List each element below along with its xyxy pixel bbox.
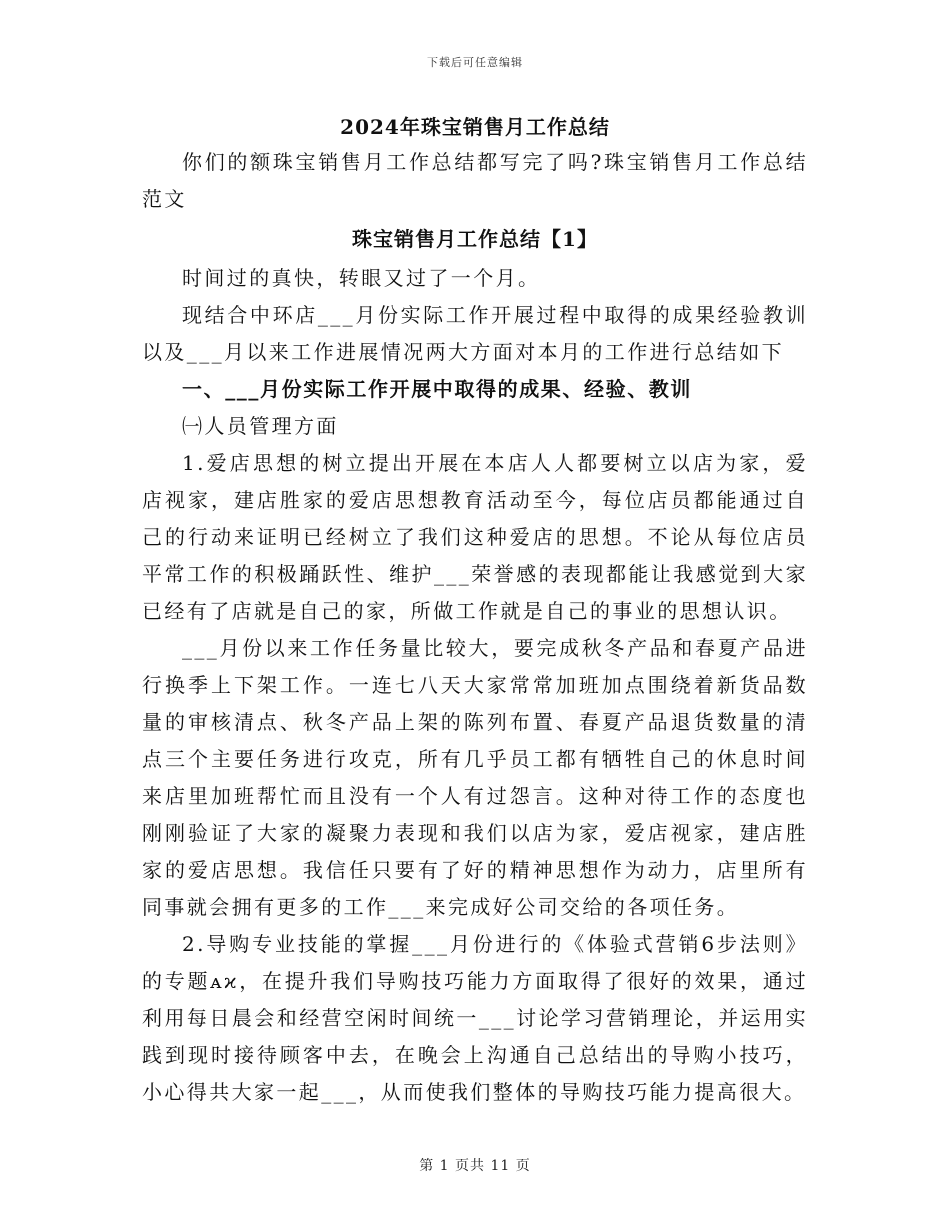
- section-title: 珠宝销售月工作总结【1】: [352, 227, 598, 251]
- header-note: 下载后可任意编辑: [427, 56, 523, 69]
- paragraph-5: 2.导购专业技能的掌握___月份进行的《体验式营销6步法则》的专题ᴀϰ，在提升我们导购技巧能力方面取得了很好的效果，通过利用每日晨会和经营空闲时间统一___讨论学习营销理论，并运用实践到现时接待顾客中去，在晚会上沟通自己总结出的导购小技巧，小心得共大家一起___，从而使我们整体的导购技巧能力提高很大。: [142, 932, 808, 1104]
- document-body: [142, 110, 808, 1111]
- page-footer: 第 1 页共 11 页: [419, 1158, 531, 1174]
- heading-1: 一、___月份实际工作开展中取得的成果、经验、教训: [182, 377, 692, 401]
- heading-2: ㈠人员管理方面: [182, 414, 339, 438]
- intro-paragraph: 你们的额珠宝销售月工作总结都写完了吗?珠宝销售月工作总结范文: [142, 150, 808, 211]
- paragraph-1: 时间过的真快，转眼又过了一个月。: [182, 266, 541, 290]
- document-title: 2024年珠宝销售月工作总结: [340, 115, 610, 139]
- paragraph-3: 1.爱店思想的树立提出开展在本店人人都要树立以店为家，爱店视家，建店胜家的爱店思想教育活动至今，每位店员都能通过自己的行动来证明已经树立了我们这种爱店的思想。不论从每位店员平常工作的积极踊跃性、维护___荣誉感的表现都能让我感觉到大家已经有了店就是自己的家，所做工作就是自己的事业的思想认识。: [142, 451, 808, 623]
- paragraph-4: ___月份以来工作任务量比较大，要完成秋冬产品和春夏产品进行换季上下架工作。一连七八天大家常常加班加点围绕着新货品数量的审核清点、秋冬产品上架的陈列布置、春夏产品退货数量的清点三个主要任务进行攻克，所有几乎员工都有牺牲自己的休息时间来店里加班帮忙而且没有一个人有过怨言。这种对待工作的态度也刚刚验证了大家的凝聚力表现和我们以店为家，爱店视家，建店胜家的爱店思想。我信任只要有了好的精神思想作为动力，店里所有同事就会拥有更多的工作___来完成好公司交给的各项任务。: [142, 636, 808, 919]
- paragraph-2: 现结合中环店___月份实际工作开展过程中取得的成果经验教训以及___月以来工作进展情况两大方面对本月的工作进行总结如下: [142, 303, 808, 364]
